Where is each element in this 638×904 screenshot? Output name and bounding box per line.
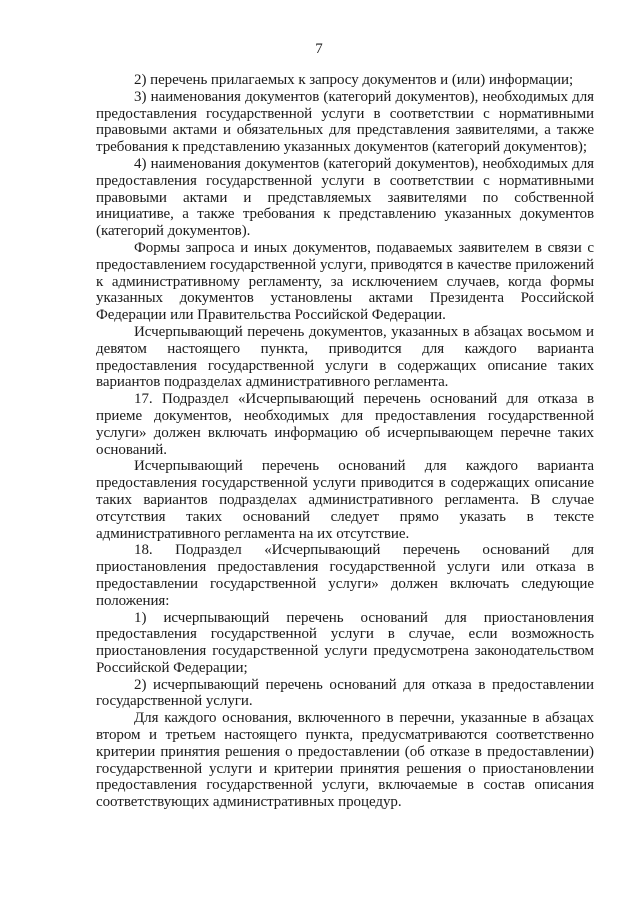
- paragraph: 2) исчерпывающий перечень оснований для отказа в предоставлении государственной услуги.: [96, 676, 594, 710]
- paragraph: 1) исчерпывающий перечень оснований для приостановления предоставления государственной услуги в случае, если возможность приостановления государственной услуги предусмотрена законодательством Российской Федерации;: [96, 609, 594, 676]
- paragraph: Формы запроса и иных документов, подаваемых заявителем в связи с предоставлением государственной услуги, приводятся в качестве приложений к административному регламенту, за исключением случаев, когда формы указанных документов установлены актами Президента Российской Федерации или Правительства Российской Федерации.: [96, 239, 594, 324]
- paragraph: 18. Подраздел «Исчерпывающий перечень оснований для приостановления предоставления государственной услуги или отказа в предоставлении государственной услуги» должен включать следующие положения:: [96, 542, 594, 609]
- paragraph: Для каждого основания, включенного в перечни, указанные в абзацах втором и третьем настоящего пункта, предусматриваются соответственно критерии принятия решения о предоставлении (об отказе в предоставлении) государственной услуги и критерии принятия решения о приостановлении предоставления государственной услуги, включаемые в состав описания соответствующих административных процедур.: [96, 710, 594, 811]
- paragraph: 4) наименования документов (категорий документов), необходимых для предоставления государственной услуги в соответствии с нормативными правовыми актами и представляемых заявителями по собственной инициативе, а также требования к представлению указанных документов (категорий документов).: [96, 155, 594, 240]
- paragraph: 2) перечень прилагаемых к запросу документов и (или) информации;: [134, 72, 574, 88]
- paragraph: 17. Подраздел «Исчерпывающий перечень оснований для отказа в приеме документов, необходимых для предоставления государственной услуги» должен включать информацию об исчерпывающем перечне таких оснований.: [96, 391, 594, 458]
- paragraph: Исчерпывающий перечень оснований для каждого варианта предоставления государственной услуги приводится в содержащих описание таких вариантов подразделах административного регламента. В случае отсутствия таких оснований следует прямо указать в тексте административного регламента на их отсутствие.: [96, 458, 594, 542]
- document-body: [96, 72, 594, 811]
- paragraph: Исчерпывающий перечень документов, указанных в абзацах восьмом и девятом настоящего пункта, приводится для каждого варианта предоставления государственной услуги в содержащих описание таких вариантов подразделах административного регламента.: [96, 323, 594, 391]
- paragraph: 3) наименования документов (категорий документов), необходимых для предоставления государственной услуги в соответствии с нормативными правовыми актами и обязательных для представления заявителями, а также требования к представлению указанных документов (категорий документов);: [96, 88, 594, 156]
- page-number: 7: [315, 41, 323, 57]
